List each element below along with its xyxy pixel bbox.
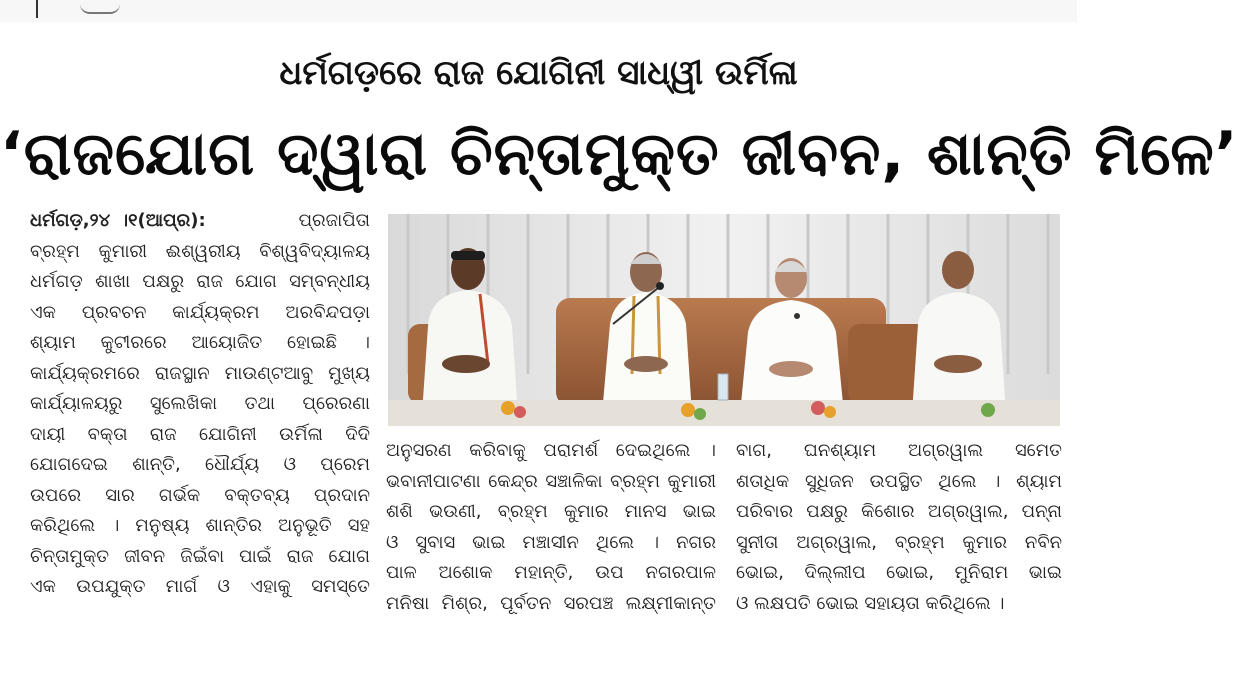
water-bottle	[718, 374, 728, 400]
article-line: ପାଳ ଅଶୋକ ମହାନ୍ତି, ଉପ ନଗରପାଳ	[386, 562, 716, 583]
article-line: ଏକ ପ୍ରବଚନ କାର୍ଯ୍ୟକ୍ରମ ଅରବିନ୍ଦପଡ଼ା	[30, 301, 370, 323]
article-line: ଶଶି ଭଉଣୀ, ବ୍ରହ୍ମ କୁମାର ମାନସ ଭାଇ	[386, 501, 716, 522]
article-line: ଭୋଇ, ଦିଲ୍ଲୀପ ଭୋଇ, ମୁନିରାମ ଭାଇ	[736, 562, 1062, 583]
article-line: ଓ ଲକ୍ଷପତି ଭୋଇ ସହାୟତା କରିଥିଲେ ।	[736, 592, 1005, 614]
article-line: କରିଥିଲେ । ମନୁଷ୍ୟ ଶାନ୍ତିର ଅନୁଭୂତି ସହ	[30, 515, 370, 536]
article-line: କାର୍ଯ୍ୟାଳୟରୁ ସୁଲେଖିକା ତଥା ପ୍ରେରଣା	[30, 393, 370, 414]
dateline: ଧର୍ମଗଡ଼,୨୪ ।୧(ଆପ୍ର):	[30, 210, 206, 231]
article-line: ବ୍ରହ୍ମ କୁମାରୀ ଈଶ୍ୱରୀୟ ବିଶ୍ୱବିଦ୍ୟାଳୟ	[30, 240, 370, 262]
article-line: ଭବାନୀପାଟଣା କେନ୍ଦ୍ର ସଞ୍ଚାଳିକା ବ୍ରହ୍ମ କୁମାରୀ	[386, 470, 716, 492]
event-photo-illustration	[388, 214, 1060, 426]
article-line: ମନିଷା ମିଶ୍ର, ପୂର୍ବତନ ସରପଞ୍ଚ ଲକ୍ଷ୍ମୀକାନ୍ତ	[386, 592, 716, 614]
top-scan-strip	[0, 0, 1077, 22]
event-photo	[388, 214, 1060, 426]
article-column-1	[30, 206, 370, 603]
article-line: ଉପରେ ସାର ଗର୍ଭକ ବକ୍ତବ୍ୟ ପ୍ରଦାନ	[30, 484, 370, 506]
scan-glyph	[80, 0, 120, 14]
article-line: ଧର୍ମଗଡ଼ ଶାଖା ପକ୍ଷରୁ ରାଜ ଯୋଗ ସମ୍ବନ୍ଧୀୟ	[30, 271, 370, 292]
kicker-headline: ଧର୍ମଗଡ଼ରେ ରାଜ ଯୋଗିନୀ ସାଧ୍ୱୀ ଉର୍ମିଳା	[279, 53, 798, 93]
article-line: ଚିନ୍ତାମୁକ୍ତ ଜୀବନ ଜିଇଁବା ପାଇଁ ରାଜ ଯୋଗ	[30, 545, 370, 567]
article-line: ଏକ ଉପଯୁକ୍ତ ମାର୍ଗ ଓ ଏହାକୁ ସମସ୍ତେ	[30, 576, 370, 597]
article-column-2	[386, 436, 716, 619]
article-line: କାର୍ଯ୍ୟକ୍ରମରେ ରାଜସ୍ଥାନ ମାଉଣ୍ଟଆବୁ ମୁଖ୍ୟ	[30, 362, 370, 384]
article-line: ଅନୁସରଣ କରିବାକୁ ପରାମର୍ଶ ଦେଇଥିଲେ ।	[386, 440, 716, 461]
article-line: ଓ ସୁବାସ ଭାଇ ମଞ୍ଚାସୀନ ଥିଲେ । ନଗର	[386, 531, 716, 553]
scan-mark	[36, 0, 38, 18]
article-column-3	[736, 436, 1062, 619]
article-line: ଶ୍ୟାମ କୁଟୀରରେ ଆୟୋଜିତ ହୋଇଛି ।	[30, 332, 370, 353]
article-line-text: ପ୍ରଜାପିତା	[298, 210, 370, 231]
article-line: ଯୋଗଦେଇ ଶାନ୍ତି, ଧୌର୍ଯ୍ୟ ଓ ପ୍ରେମ	[30, 454, 370, 475]
article-line: ଦାୟୀ ବକ୍ତା ରାଜ ଯୋଗିନୀ ଉର୍ମିଳା ଦିଦି	[30, 423, 370, 445]
article-line: ପରିବାର ପକ୍ଷରୁ କିଶୋର ଅଗ୍ରୱାଲ, ପନ୍ନା	[736, 501, 1062, 522]
article-line: ସୁନୀତା ଅଗ୍ରୱାଲ, ବ୍ରହ୍ମ କୁମାର ନବିନ	[736, 531, 1062, 553]
stage-table	[388, 400, 1060, 426]
article-line	[30, 206, 370, 237]
article-line: ବାଗ, ଘନଶ୍ୟାମ ଅଗ୍ରୱାଲ ସମେତ	[736, 440, 1062, 461]
article-line: ଶତାଧିକ ସୁଧିଜନ ଉପସ୍ଥିତ ଥିଲେ । ଶ୍ୟାମ	[736, 470, 1062, 492]
main-headline: ‘ରାଜଯୋଗ ଦ୍ୱାରା ଚିନ୍ତାମୁକ୍ତ ଜୀବନ, ଶାନ୍ତି ମିଳେ’	[0, 119, 1238, 189]
